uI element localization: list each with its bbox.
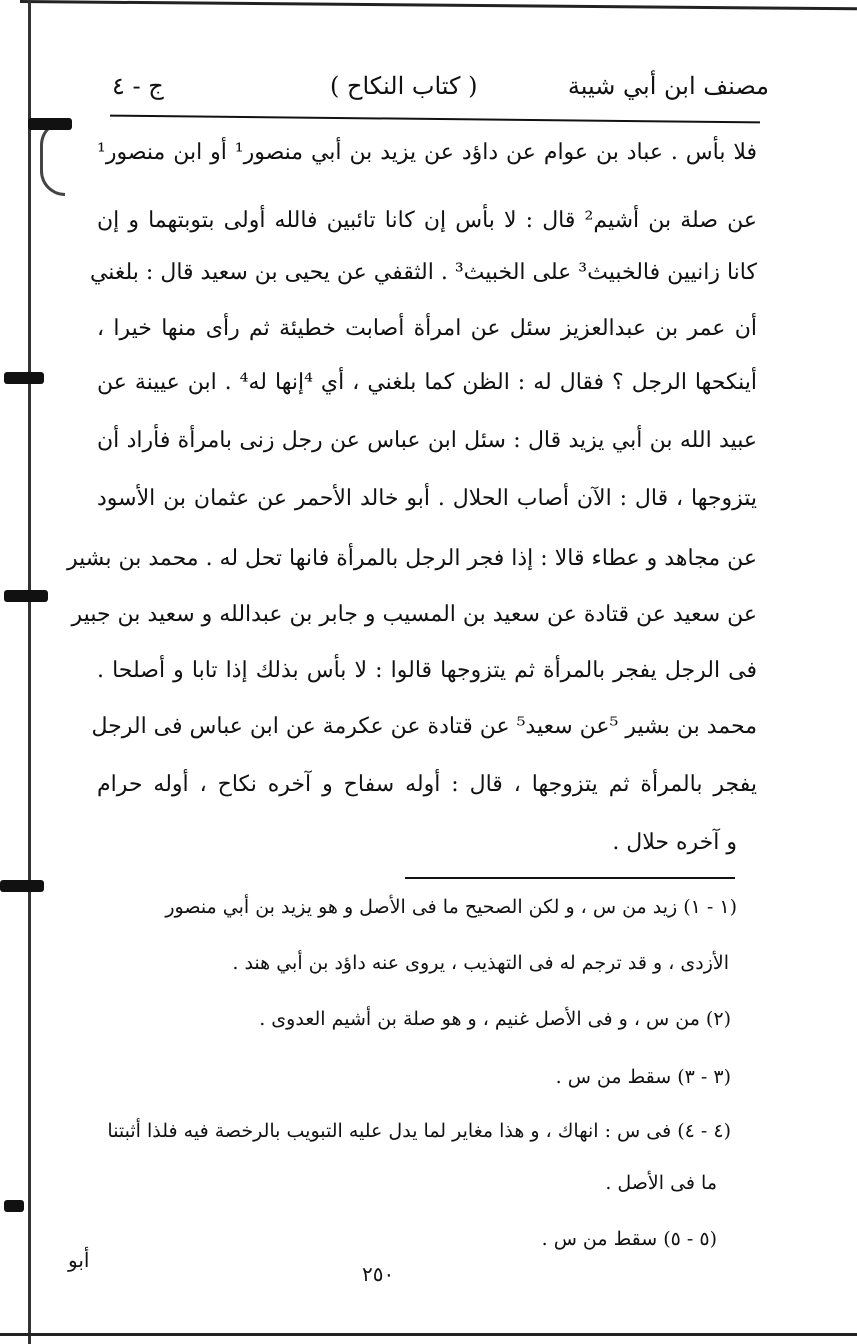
- body-line: عن صلة بن أشيم² قال : لا بأس إن كانا تائبين فالله أولى بتوبتهما و إن: [97, 208, 757, 233]
- scan-edge-left: [28, 0, 31, 1344]
- body-line: فى الرجل يفجر بالمرأة ثم يتزوجها قالوا : لا بأس بذلك إذا تابا و أصلحا .: [97, 658, 757, 683]
- body-line: و آخره حلال .: [612, 830, 737, 855]
- body-line: يفجر بالمرأة ثم يتزوجها ، قال : أوله سفاح و آخره نكاح ، أوله حرام: [97, 772, 757, 797]
- footnote-line: الأزدى ، و قد ترجم له فى التهذيب ، يروى عنه داؤد بن أبي هند .: [232, 952, 729, 974]
- footnote-line: ما فى الأصل .: [605, 1172, 717, 1194]
- punch-mark: [28, 118, 72, 130]
- body-line: كانا زانيين فالخبيث³ على الخبيث³ . الثقفي عن يحيى بن سعيد قال : بلغني: [89, 260, 757, 285]
- footnote-line: (٤ - ٤) فى س : انهاك ، و هذا مغاير لما يدل عليه التبويب بالرخصة فيه فلذا أثبتنا: [107, 1120, 731, 1142]
- body-line: أن عمر بن عبدالعزيز سئل عن امرأة أصابت خطيئة ثم رأى منها خيرا ،: [97, 316, 757, 341]
- page-number: ٢٥٠: [362, 1262, 395, 1286]
- body-line: محمد بن بشير ⁵عن سعيد⁵ عن قتادة عن عكرمة عن ابن عباس فى الرجل: [91, 714, 757, 739]
- footnote-line: (٣ - ٣) سقط من س .: [555, 1066, 731, 1088]
- punch-mark: [4, 1200, 24, 1212]
- footnote-line: (١ - ١) زيد من س ، و لكن الصحيح ما فى الأصل و هو يزيد بن أبي منصور: [165, 896, 737, 918]
- body-line: عبيد الله بن أبي يزيد قال : سئل ابن عباس عن رجل زنى بامرأة فأراد أن: [97, 428, 757, 453]
- scan-bracket-mark: [40, 120, 65, 196]
- body-line: يتزوجها ، قال : الآن أصاب الحلال . أبو خالد الأحمر عن عثمان بن الأسود: [97, 486, 757, 511]
- body-line: عن سعيد عن قتادة عن سعيد بن المسيب و جابر بن عبدالله و سعيد بن جبير: [71, 602, 757, 627]
- punch-mark: [4, 590, 48, 602]
- footnote-line: (٢) من س ، و فى الأصل غنيم ، و هو صلة بن أشيم العدوى .: [259, 1008, 731, 1030]
- punch-mark: [4, 372, 44, 384]
- scan-edge-top: [20, 0, 857, 10]
- volume-label: ج - ٤: [112, 72, 164, 100]
- scan-edge-bottom: [0, 1333, 857, 1336]
- catchword: أبو: [68, 1248, 90, 1272]
- body-line: عن مجاهد و عطاء قالا : إذا فجر الرجل بالمرأة فانها تحل له . محمد بن بشير: [66, 546, 757, 571]
- book-title: مصنف ابن أبي شيبة: [567, 72, 769, 100]
- footnote-separator: [405, 877, 735, 879]
- body-line: فلا بأس . عباد بن عوام عن داؤد عن يزيد بن أبي منصور¹ أو ابن منصور¹: [97, 140, 757, 165]
- body-line: أينكحها الرجل ؟ فقال له : الظن كما بلغني ، أي ⁴إنها له⁴ . ابن عيينة عن: [97, 370, 757, 395]
- punch-mark: [0, 880, 44, 892]
- footnote-line: (٥ - ٥) سقط من س .: [541, 1228, 717, 1250]
- header-rule: [110, 115, 760, 124]
- chapter-title: ( كتاب النكاح ): [330, 72, 478, 100]
